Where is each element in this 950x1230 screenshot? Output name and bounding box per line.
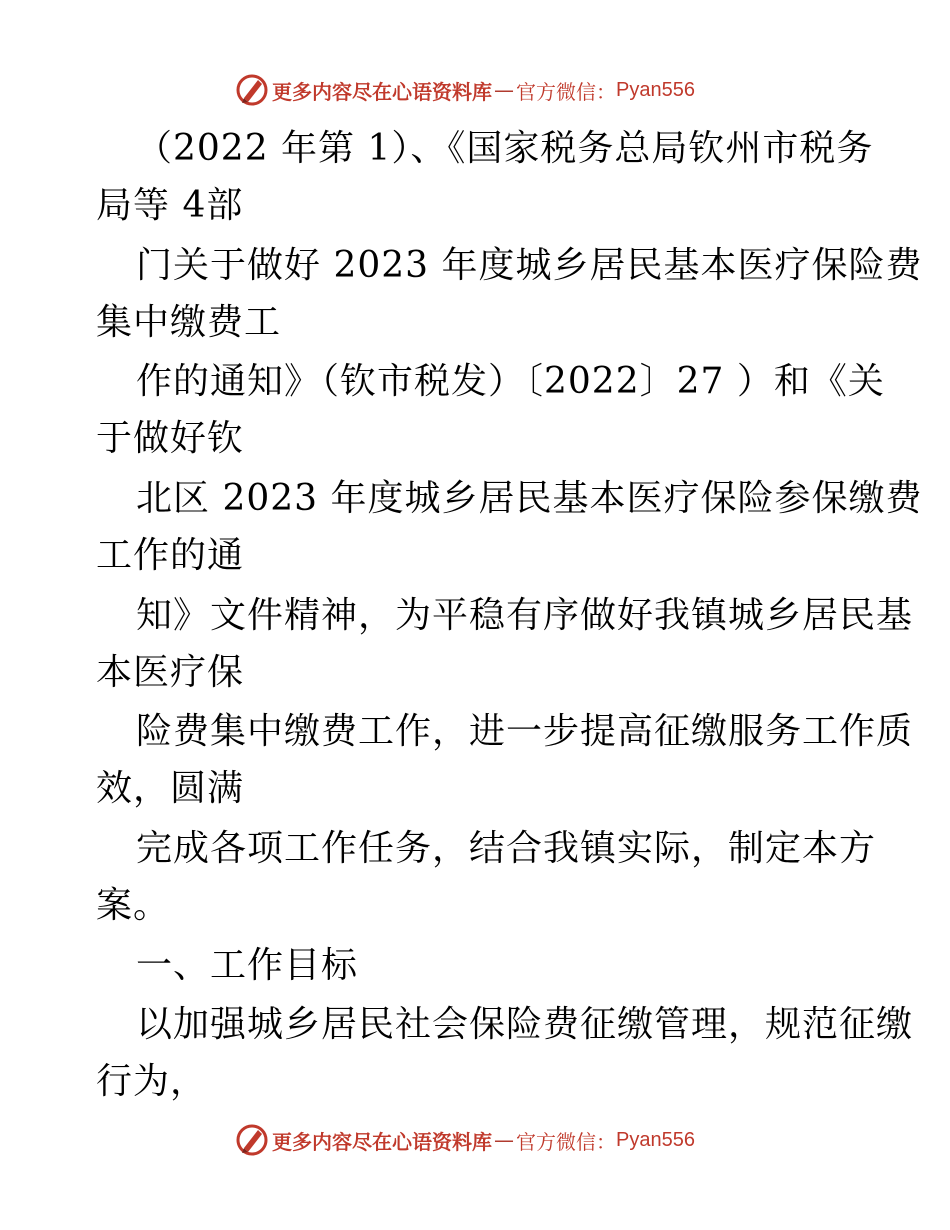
text-line: 行为， bbox=[96, 1061, 208, 1102]
text-line: 案。 bbox=[96, 885, 171, 926]
watermark-dash: — bbox=[494, 1128, 514, 1152]
watermark-wechat-id: Pyan556 bbox=[616, 78, 695, 101]
watermark-wechat-label: 官方微信： bbox=[516, 79, 616, 104]
footer-watermark bbox=[234, 1120, 695, 1160]
text-line: 作的通知》（钦市税发）〔2022〕27 ）和《关 bbox=[136, 361, 885, 402]
text-line: 知》文件精神，为平稳有序做好我镇城乡居民基 bbox=[136, 595, 914, 636]
text-line: 完成各项工作任务，结合我镇实际，制定本方 bbox=[136, 828, 877, 869]
red-pen-logo-icon bbox=[234, 1122, 270, 1158]
watermark-wechat-label: 官方微信： bbox=[516, 1129, 616, 1154]
text-line: 以加强城乡居民社会保险费征缴管理，规范征缴 bbox=[136, 1004, 914, 1045]
text-line: 集中缴费工 bbox=[96, 302, 282, 343]
text-line: 本医疗保 bbox=[96, 652, 245, 693]
watermark-dash: — bbox=[494, 78, 514, 102]
text-line: 工作的通 bbox=[96, 535, 245, 576]
text-line: （2022 年第 1）、《国家税务总局钦州市税务 bbox=[136, 128, 874, 169]
text-line: 北区 2023 年度城乡居民基本医疗保险参保缴费 bbox=[136, 478, 923, 519]
text-line: 于做好钦 bbox=[96, 418, 245, 459]
text-line: 局等 4部 bbox=[96, 185, 244, 226]
text-line: 门关于做好 2023 年度城乡居民基本医疗保险费 bbox=[136, 245, 923, 286]
red-pen-logo-icon bbox=[234, 72, 270, 108]
text-line: 效，圆满 bbox=[96, 768, 245, 809]
section-heading: 一、工作目标 bbox=[136, 945, 359, 986]
text-line: 险费集中缴费工作，进一步提高征缴服务工作质 bbox=[136, 711, 914, 752]
watermark-wechat-id: Pyan556 bbox=[616, 1128, 695, 1151]
header-watermark bbox=[234, 70, 695, 110]
watermark-brand: 更多内容尽在心语资料库 bbox=[272, 1129, 492, 1154]
watermark-brand: 更多内容尽在心语资料库 bbox=[272, 79, 492, 104]
